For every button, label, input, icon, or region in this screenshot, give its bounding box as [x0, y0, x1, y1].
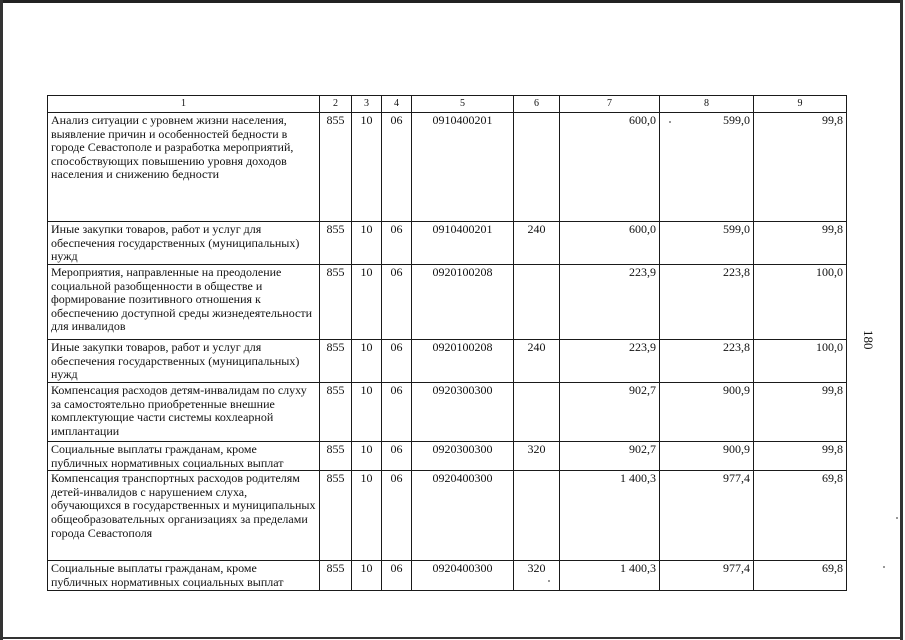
- expense-type-cell: [514, 383, 560, 442]
- planned-amount-cell: 223,9: [560, 265, 660, 340]
- planned-amount-cell: 600,0: [560, 222, 660, 265]
- target-article-cell: 0920100208: [412, 340, 514, 383]
- target-article-cell: 0910400201: [412, 113, 514, 222]
- percent-cell: 99,8: [754, 442, 847, 471]
- expense-name-cell: Социальные выплаты гражданам, кроме публичных нормативных социальных выплат: [48, 561, 320, 591]
- scan-speck: [548, 580, 550, 582]
- page-edge-left: [0, 0, 3, 640]
- percent-cell: 100,0: [754, 265, 847, 340]
- actual-amount-cell: 599,0: [660, 113, 754, 222]
- section-code-cell: 10: [352, 265, 382, 340]
- target-article-cell: 0920100208: [412, 265, 514, 340]
- percent-cell: 100,0: [754, 340, 847, 383]
- table-row: [48, 340, 847, 383]
- header-row: [48, 96, 847, 113]
- table-row: [48, 222, 847, 265]
- planned-amount-cell: 223,9: [560, 340, 660, 383]
- section-code-cell: 10: [352, 561, 382, 591]
- expense-type-cell: 320: [514, 442, 560, 471]
- table-row: [48, 442, 847, 471]
- ministry-code-cell: 855: [320, 340, 352, 383]
- table-row: [48, 265, 847, 340]
- percent-cell: 99,8: [754, 383, 847, 442]
- planned-amount-cell: 1 400,3: [560, 471, 660, 561]
- ministry-code-cell: 855: [320, 442, 352, 471]
- actual-amount-cell: 900,9: [660, 442, 754, 471]
- expense-type-cell: 320: [514, 561, 560, 591]
- subsection-code-cell: 06: [382, 340, 412, 383]
- budget-table: [47, 95, 847, 591]
- actual-amount-cell: 977,4: [660, 561, 754, 591]
- ministry-code-cell: 855: [320, 471, 352, 561]
- section-code-cell: 10: [352, 471, 382, 561]
- ministry-code-cell: 855: [320, 265, 352, 340]
- target-article-cell: 0910400201: [412, 222, 514, 265]
- expense-name-cell: Иные закупки товаров, работ и услуг для обеспечения государственных (муниципальных) нужд: [48, 340, 320, 383]
- header-cell: 5: [412, 96, 514, 113]
- expense-type-cell: [514, 471, 560, 561]
- expense-name-cell: Социальные выплаты гражданам, кроме публичных нормативных социальных выплат: [48, 442, 320, 471]
- expense-type-cell: 240: [514, 222, 560, 265]
- page-edge-bottom: [0, 637, 903, 639]
- header-cell: 9: [754, 96, 847, 113]
- ministry-code-cell: 855: [320, 383, 352, 442]
- expense-type-cell: 240: [514, 340, 560, 383]
- planned-amount-cell: 902,7: [560, 442, 660, 471]
- expense-name-cell: Компенсация транспортных расходов родителям детей-инвалидов с нарушением слуха, обучающихся в государственных и муниципальных общеобразовательных организациях за пределами города Севастополя: [48, 471, 320, 561]
- header-cell: 2: [320, 96, 352, 113]
- expense-type-cell: [514, 265, 560, 340]
- ministry-code-cell: 855: [320, 113, 352, 222]
- target-article-cell: 0920400300: [412, 561, 514, 591]
- table-row: [48, 383, 847, 442]
- section-code-cell: 10: [352, 383, 382, 442]
- subsection-code-cell: 06: [382, 113, 412, 222]
- scan-speck: [896, 517, 898, 519]
- section-code-cell: 10: [352, 442, 382, 471]
- subsection-code-cell: 06: [382, 222, 412, 265]
- actual-amount-cell: 599,0: [660, 222, 754, 265]
- subsection-code-cell: 06: [382, 265, 412, 340]
- scan-speck: [883, 566, 885, 568]
- actual-amount-cell: 223,8: [660, 340, 754, 383]
- percent-cell: 99,8: [754, 222, 847, 265]
- expense-name-cell: Компенсация расходов детям-инвалидам по слуху за самостоятельно приобретенные внешние комплектующие части системы кохлеарной имплантации: [48, 383, 320, 442]
- planned-amount-cell: 1 400,3: [560, 561, 660, 591]
- table-row: [48, 561, 847, 591]
- header-cell: 6: [514, 96, 560, 113]
- expense-name-cell: Иные закупки товаров, работ и услуг для обеспечения государственных (муниципальных) нужд: [48, 222, 320, 265]
- actual-amount-cell: 900,9: [660, 383, 754, 442]
- percent-cell: 69,8: [754, 471, 847, 561]
- scan-speck: [669, 121, 671, 123]
- expense-name-cell: Анализ ситуации с уровнем жизни населения, выявление причин и особенностей бедности в городе Севастополе и разработка мероприятий, способствующих повышению уровня доходов населения и снижению бедности: [48, 113, 320, 222]
- ministry-code-cell: 855: [320, 222, 352, 265]
- subsection-code-cell: 06: [382, 383, 412, 442]
- page-edge-right: [900, 0, 903, 640]
- header-cell: 7: [560, 96, 660, 113]
- target-article-cell: 0920300300: [412, 442, 514, 471]
- subsection-code-cell: 06: [382, 561, 412, 591]
- percent-cell: 69,8: [754, 561, 847, 591]
- percent-cell: 99,8: [754, 113, 847, 222]
- planned-amount-cell: 600,0: [560, 113, 660, 222]
- table-row: [48, 471, 847, 561]
- expense-name-cell: Мероприятия, направленные на преодоление социальной разобщенности в обществе и формирование позитивного отношения к обеспечению доступной среды жизнедеятельности для инвалидов: [48, 265, 320, 340]
- subsection-code-cell: 06: [382, 442, 412, 471]
- actual-amount-cell: 223,8: [660, 265, 754, 340]
- page-edge-top: [2, 0, 901, 3]
- section-code-cell: 10: [352, 340, 382, 383]
- target-article-cell: 0920400300: [412, 471, 514, 561]
- header-cell: 3: [352, 96, 382, 113]
- actual-amount-cell: 977,4: [660, 471, 754, 561]
- section-code-cell: 10: [352, 222, 382, 265]
- header-cell: 1: [48, 96, 320, 113]
- expense-type-cell: [514, 113, 560, 222]
- subsection-code-cell: 06: [382, 471, 412, 561]
- page-number: 180: [861, 330, 876, 350]
- table-row: [48, 113, 847, 222]
- ministry-code-cell: 855: [320, 561, 352, 591]
- header-cell: 8: [660, 96, 754, 113]
- section-code-cell: 10: [352, 113, 382, 222]
- header-cell: 4: [382, 96, 412, 113]
- target-article-cell: 0920300300: [412, 383, 514, 442]
- planned-amount-cell: 902,7: [560, 383, 660, 442]
